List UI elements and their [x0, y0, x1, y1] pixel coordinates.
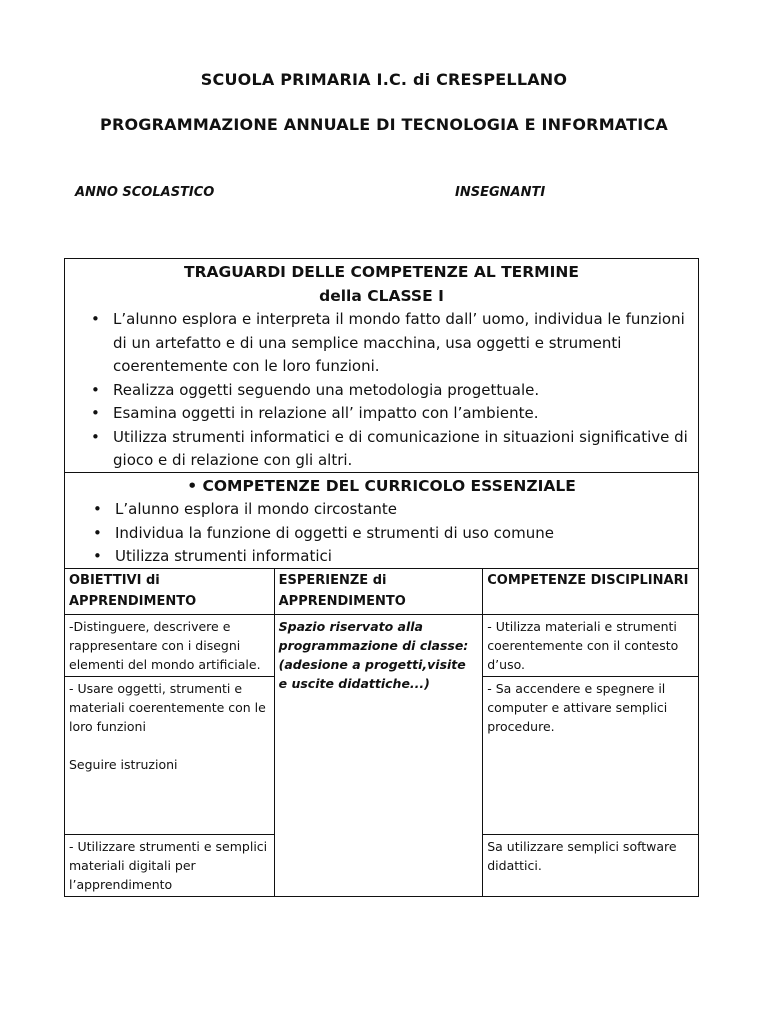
traguardi-heading [65, 260, 698, 308]
list-item [91, 402, 698, 426]
list-item [93, 498, 698, 522]
curricolo-item-text: L’alunno esplora il mondo circostante [115, 500, 398, 518]
bullet-icon: • [93, 547, 102, 565]
table-row [65, 615, 699, 677]
bullet-icon: • [91, 380, 100, 399]
obiettivi-cell: -Distinguere, descrivere e rappresentare con i disegni elementi del mondo artificiale. [65, 615, 275, 677]
list-item [91, 308, 698, 379]
header-esperienze: ESPERIENZE di APPRENDIMENTO [274, 569, 483, 615]
obiettivi-text: Seguire istruzioni [69, 757, 178, 772]
curricolo-heading [65, 474, 698, 498]
traguardi-item-text: Utilizza strumenti informatici e di comunicazione in situazioni significative di gioco e di relazione con gli altri. [113, 427, 688, 469]
curricolo-item-text: Utilizza strumenti informatici [115, 547, 332, 565]
obiettivi-cell [65, 677, 275, 835]
spacer [69, 736, 270, 755]
list-item [91, 426, 698, 473]
curricolo-list [65, 498, 698, 569]
curricolo-heading-text: COMPETENZE DEL CURRICOLO ESSENZIALE [202, 477, 576, 495]
competenze-cell: - Sa accendere e spegnere il computer e attivare semplici procedure. [483, 677, 699, 835]
insegnanti-label: INSEGNANTI [455, 185, 546, 200]
anno-scolastico-label: ANNO SCOLASTICO [75, 185, 215, 200]
traguardi-box [64, 258, 699, 473]
obiettivi-cell: - Utilizzare strumenti e semplici materiali digitali per l’apprendimento [65, 835, 275, 897]
traguardi-item-text: Esamina oggetti in relazione all’ impatto con l’ambiente. [113, 404, 539, 422]
programming-table [64, 568, 699, 897]
bullet-icon: • [91, 427, 100, 446]
bullet-icon: • [91, 404, 100, 422]
obiettivi-text: - Usare oggetti, strumenti e materiali coerentemente con le loro funzioni [69, 681, 266, 734]
esperienze-cell: Spazio riservato alla programmazione di classe: (adesione a progetti,visite e uscite didattiche...) [274, 615, 483, 897]
list-item [91, 379, 698, 403]
header-competenze: COMPETENZE DISCIPLINARI [483, 569, 699, 615]
competenze-cell: Sa utilizzare semplici software didattici. [483, 835, 699, 897]
school-title: SCUOLA PRIMARIA I.C. di CRESPELLANO [200, 70, 568, 89]
list-item [93, 522, 698, 546]
traguardi-item-text: Realizza oggetti seguendo una metodologia progettuale. [113, 380, 540, 399]
bullet-icon: • [93, 523, 102, 542]
bullet-icon: • [91, 310, 100, 328]
curricolo-box [64, 472, 699, 569]
traguardi-list [65, 308, 698, 473]
table-header-row [65, 569, 699, 615]
traguardi-heading-line2: della CLASSE I [319, 287, 444, 305]
traguardi-item-text: L’alunno esplora e interpreta il mondo fatto dall’ uomo, individua le funzioni di un artefatto e di una semplice macchina, usa oggetti e strumenti coerentemente con le loro funzioni. [113, 310, 685, 375]
traguardi-heading-line1: TRAGUARDI DELLE COMPETENZE AL TERMINE [184, 263, 579, 281]
competenze-cell: - Utilizza materiali e strumenti coerentemente con il contesto d’uso. [483, 615, 699, 677]
bullet-icon: • [93, 500, 102, 518]
header-obiettivi: OBIETTIVI di APPRENDIMENTO [65, 569, 275, 615]
bullet-icon: • [187, 477, 203, 495]
program-title: PROGRAMMAZIONE ANNUALE DI TECNOLOGIA E INFORMATICA [100, 115, 668, 134]
list-item [93, 545, 698, 569]
curricolo-item-text: Individua la funzione di oggetti e strumenti di uso comune [115, 523, 554, 542]
